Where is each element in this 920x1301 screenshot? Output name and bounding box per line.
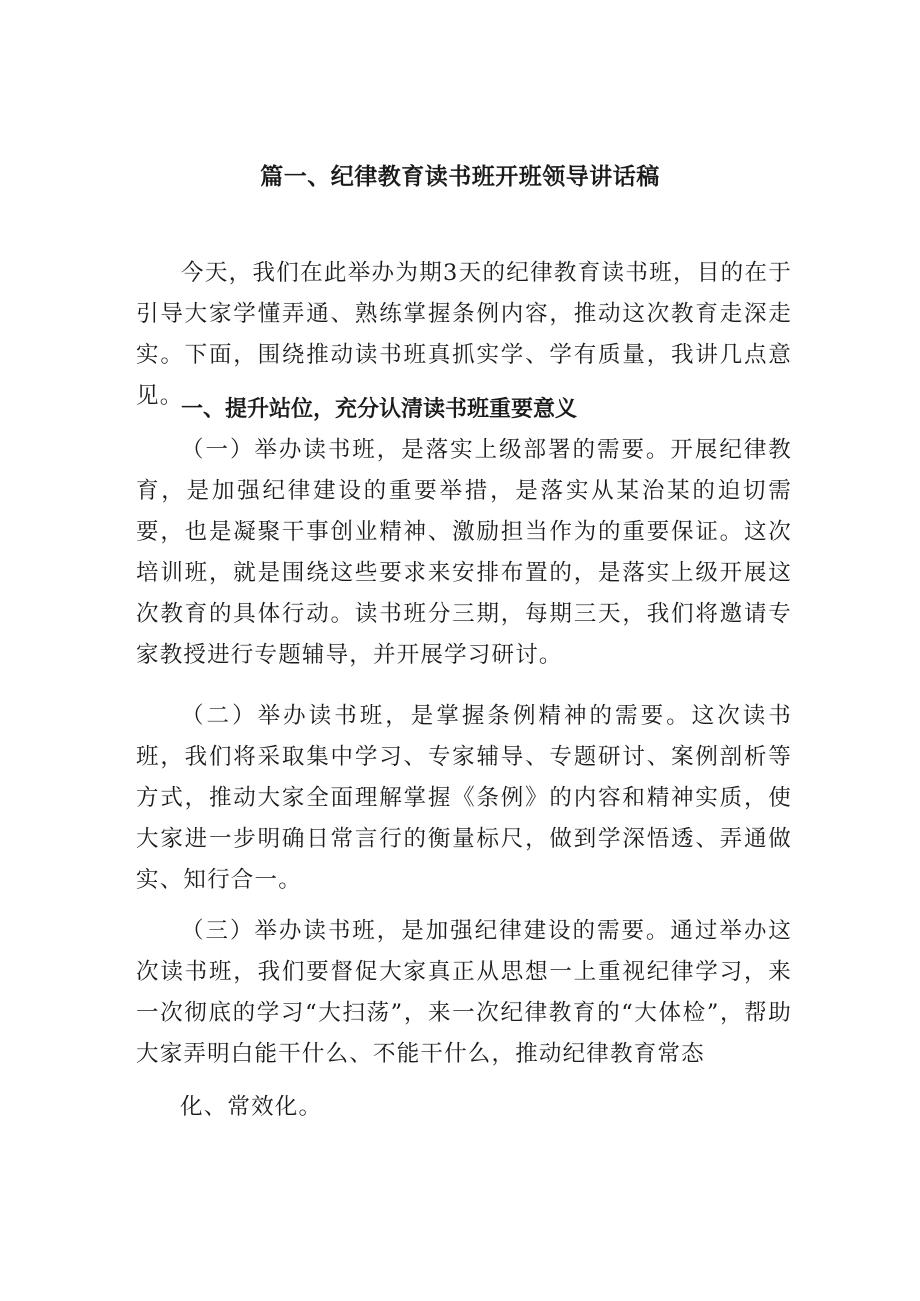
body-paragraph-1: （一）举办读书班，是落实上级部署的需要。开展纪律教育，是加强纪律建设的重要举措，是落实从某治某的迫切需要，也是凝聚干事创业精神、激励担当作为的重要保证。这次培训班，就是围绕这些要求来安排布置的，是落实上级开展这次教育的具体行动。读书班分三期，每期三天，我们将邀请专家教授进行专题辅导，并开展学习研讨。 bbox=[136, 437, 792, 668]
section-heading: 一、提升站位，充分认清读书班重要意义 bbox=[181, 397, 578, 422]
paragraph-continuation: 化、常效化。 bbox=[180, 1094, 323, 1120]
intro-paragraph: 今天，我们在此举办为期3天的纪律教育读书班，目的在于引导大家学懂弄通、熟练掌握条例内容，推动这次教育走深走实。下面，围绕推动读书班真抓实学、学有质量，我讲几点意见。 bbox=[136, 260, 792, 409]
body-paragraph-3: （三）举办读书班，是加强纪律建设的需要。通过举办这次读书班，我们要督促大家真正从思想一上重视纪律学习，来一次彻底的学习“大扫荡”，来一次纪律教育的“大体检”，帮助大家弄明白能干什么、不能干什么，推动纪律教育常态 bbox=[136, 918, 792, 1067]
body-paragraph-2: （二）举办读书班，是掌握条例精神的需要。这次读书班，我们将采取集中学习、专家辅导、专题研讨、案例剖析等方式，推动大家全面理解掌握《条例》的内容和精神实质，使大家进一步明确日常言行的衡量标尺，做到学深悟透、弄通做实、知行合一。 bbox=[136, 703, 792, 893]
document-title: 篇一、纪律教育读书班开班领导讲话稿 bbox=[260, 164, 660, 190]
